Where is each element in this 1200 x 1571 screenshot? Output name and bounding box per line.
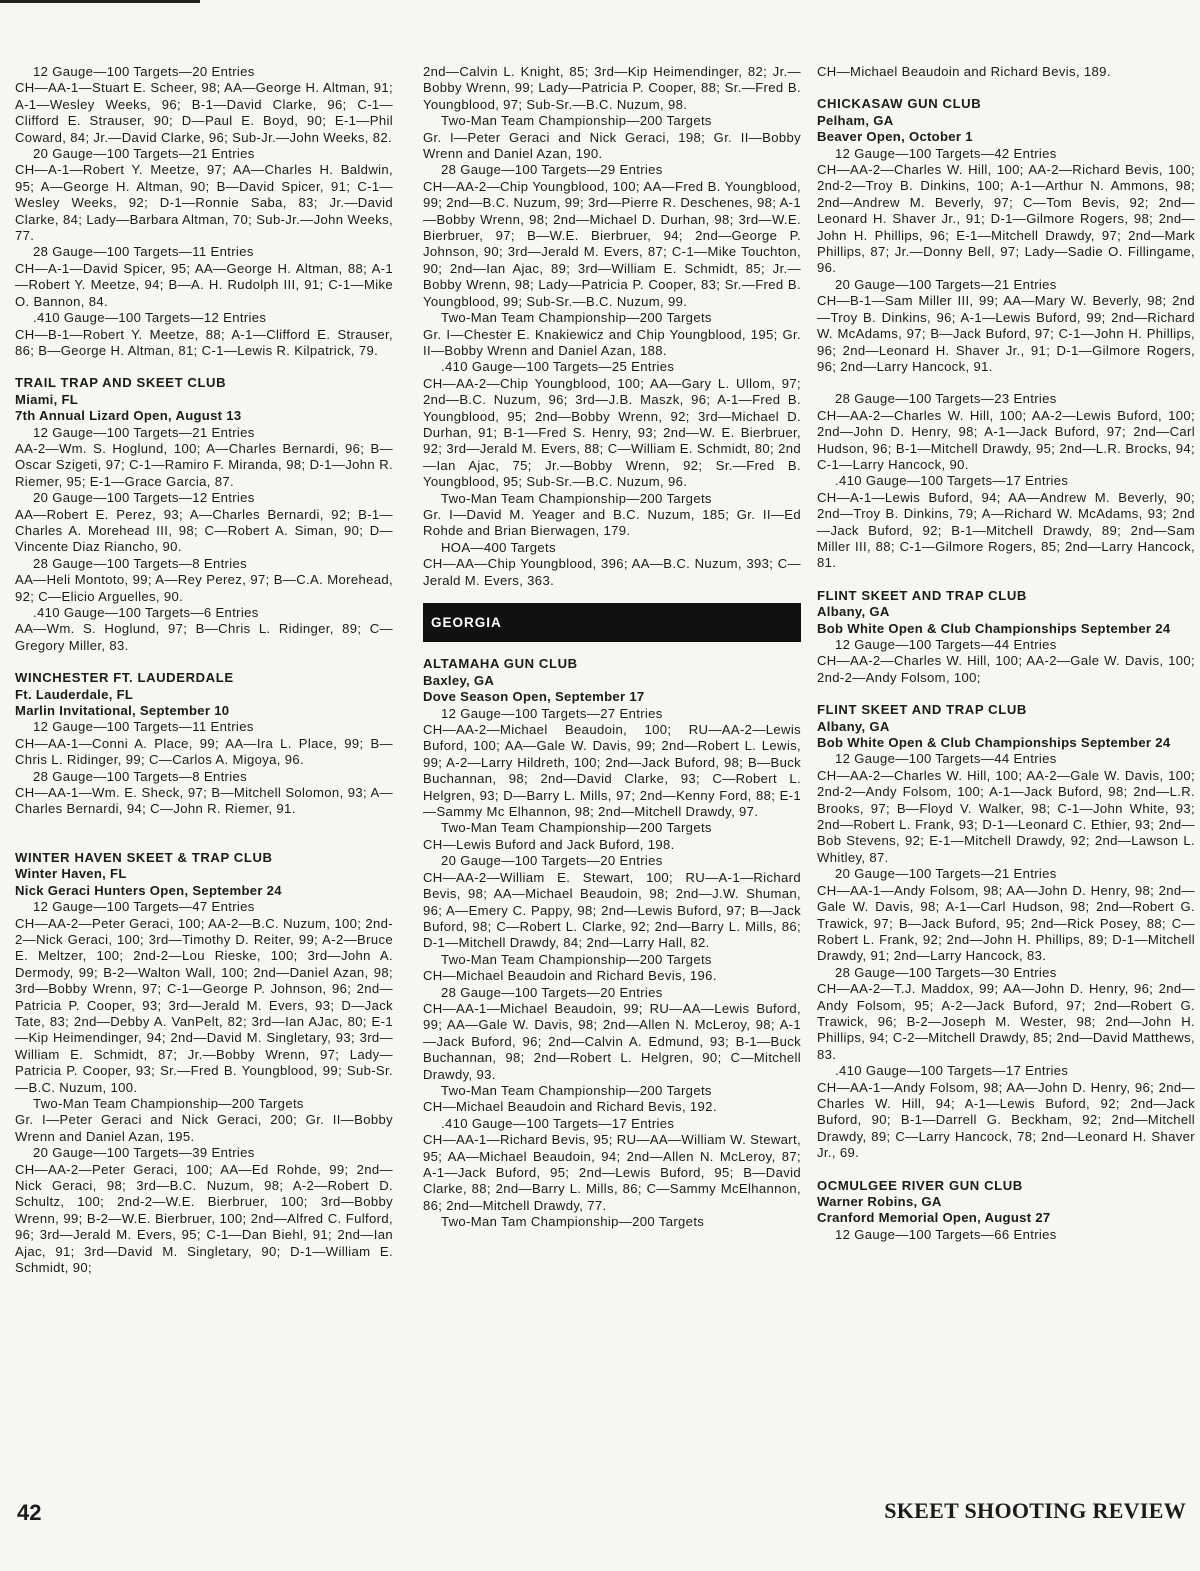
- spacer: [817, 1162, 1195, 1178]
- event-heading: Two-Man Tam Championship—200 Targets: [441, 1214, 705, 1230]
- results-paragraph: CH—AA-2—Chip Youngblood, 100; AA—Fred B. Youngblood, 99; 2nd—B.C. Nuzum, 99; 3rd—Pierre R. Deschenes, 98; A-1—Bobby Wrenn, 98; 2nd—Michael D. Durhan, 98; 3rd—W.E. Bierbruer, 97; B—W.E. Bierbruer, 94; 2nd—George P. Johnson, 90; 3rd—Jerald M. Evers, 87; C-1—Mike Touchton, 90; 2nd—Ian Ajac, 89; 3rd—William E. Schmidt, 85; Jr.—Bobby Wrenn, 98; Lady—Patricia P. Cooper, 83; Sr.—Fred B. Youngblood, 99; Sub-Sr.—B.C. Nuzum, 99.: [423, 178, 801, 309]
- club-location: Ft. Lauderdale, FL: [15, 686, 134, 702]
- event-heading: Two-Man Team Championship—200 Targets: [441, 113, 712, 129]
- event-heading: 28 Gauge—100 Targets—23 Entries: [835, 391, 1057, 407]
- results-paragraph: CH—AA-2—Charles W. Hill, 100; AA-2—Gale W. Davis, 100; 2nd-2—Andy Folsom, 100;: [817, 653, 1195, 685]
- event-heading: .410 Gauge—100 Targets—6 Entries: [33, 605, 259, 620]
- results-paragraph: Gr. I—Peter Geraci and Nick Geraci, 198; Gr. II—Bobby Wrenn and Daniel Azan, 190.: [423, 129, 801, 162]
- event-heading: 12 Gauge—100 Targets—47 Entries: [33, 899, 255, 915]
- spacer: [817, 375, 1195, 391]
- event-heading: 28 Gauge—100 Targets—20 Entries: [441, 984, 663, 1000]
- event-heading: 12 Gauge—100 Targets—20 Entries: [33, 64, 255, 79]
- event-heading: 12 Gauge—100 Targets—44 Entries: [835, 751, 1057, 767]
- column-right: [817, 64, 1195, 1243]
- results-paragraph: 2nd—Calvin L. Knight, 85; 3rd—Kip Heimendinger, 82; Jr.—Bobby Wrenn, 99; Lady—Patricia P. Cooper, 88; Sr.—Fred B. Youngblood, 97; Sub-Sr.—B.C. Nuzum, 98.: [423, 64, 801, 112]
- shoot-title: Nick Geraci Hunters Open, September 24: [15, 882, 282, 898]
- page-number: 42: [17, 1500, 42, 1525]
- results-paragraph: CH—B-1—Robert Y. Meetze, 88; A-1—Clifford E. Strauser, 86; B—George H. Altman, 81; C-1—Lewis R. Kilpatrick, 79.: [15, 326, 393, 358]
- results-paragraph: CH—AA-2—Peter Geraci, 100; AA-2—B.C. Nuzum, 100; 2nd-2—Nick Geraci, 100; 3rd—Timothy D. Reiter, 99; A-2—Bruce E. Meltzer, 100; 2nd-2—Lou Rieske, 100; 3rd—John A. Dermody, 99; B-2—Walton Wall, 100; 2nd—Daniel Azan, 98; 3rd—Bobby Wrenn, 97; C-1—George P. Johnson, 96; 2nd—Patricia P. Cooper, 93; 3rd—Jerald M. Evers, 93; D—Jack Tate, 83; 2nd—Debby A. VanPelt, 82; 3rd—Ian AJac, 80; E-1—Kip Heimendinger, 94; 2nd—David M. Singletary, 93; 3rd—William E. Schmidt, 87; Jr.—Bobby Wrenn, 97; Lady—Patricia P. Cooper, 93; Sr.—Fred B. Youngblood, 99; Sub-Sr.—B.C. Nuzum, 100.: [15, 915, 393, 1095]
- results-paragraph: Gr. I—Chester E. Knakiewicz and Chip Youngblood, 195; Gr. II—Bobby Wrenn and Daniel Azan, 188.: [423, 326, 801, 358]
- results-paragraph: CH—AA-2—Charles W. Hill, 100; AA-2—Gale W. Davis, 100; 2nd-2—Andy Folsom, 100; A-1—Jack Buford, 98; 2nd—L.R. Brooks, 97; B—Floyd V. Walker, 98; C-1—John White, 93; 2nd—Robert L. Frank, 93; D-1—Leonard C. Ethier, 93; 2nd—Bob Stevens, 92; E-1—Mitchell Drawdy, 92; 2nd—Lawson L. Whitley, 87.: [817, 767, 1195, 865]
- event-heading: 20 Gauge—100 Targets—21 Entries: [835, 866, 1057, 882]
- event-heading: 12 Gauge—100 Targets—11 Entries: [33, 719, 254, 735]
- club-location: Baxley, GA: [423, 672, 495, 688]
- event-heading: Two-Man Team Championship—200 Targets: [441, 820, 712, 836]
- event-heading: .410 Gauge—100 Targets—12 Entries: [33, 310, 267, 326]
- results-paragraph: CH—AA-2—Charles W. Hill, 100; AA-2—Richard Bevis, 100; 2nd-2—Troy B. Dinkins, 100; A-1—Arthur N. Ammons, 98; 2nd—Andrew M. Beverly, 97; C—Tom Bevis, 92; 2nd—Leonard H. Shaver Jr., 91; D-1—Gilmore Rogers, 98; 2nd—John H. Phillips, 96; E-1—Mitchell Drawdy, 97; 2nd—Mark Phillips, 87; Jr.—Donny Bell, 97; Lady—Sadie O. Fillingame, 96.: [817, 162, 1195, 276]
- spacer: [15, 818, 393, 834]
- event-heading: .410 Gauge—100 Targets—17 Entries: [441, 1115, 675, 1131]
- club-location: Albany, GA: [817, 718, 890, 734]
- top-rule: [0, 0, 200, 3]
- results-paragraph: CH—AA-1—Conni A. Place, 99; AA—Ira L. Place, 99; B—Chris L. Ridinger, 99; C—Carlos A. Migoya, 96.: [15, 735, 393, 768]
- results-paragraph: CH—AA-1—Michael Beaudoin, 99; RU—AA—Lewis Buford, 99; AA—Gale W. Davis, 98; 2nd—Allen N. McLeroy, 98; A-1—Jack Buford, 96; 2nd—Calvin A. Edmund, 93; B-1—Buck Buchannan, 98; 2nd—Robert L. Helgren, 90; C—Mitchell Drawdy, 93.: [423, 1000, 801, 1082]
- club-name: OCMULGEE RIVER GUN CLUB: [817, 1177, 1023, 1193]
- club-location: Albany, GA: [817, 604, 890, 620]
- results-paragraph: AA—Wm. S. Hoglund, 97; B—Chris L. Ridinger, 89; C—Gregory Miller, 83.: [15, 621, 393, 653]
- club-name: FLINT SKEET AND TRAP CLUB: [817, 587, 1027, 603]
- event-heading: 12 Gauge—100 Targets—66 Entries: [835, 1226, 1057, 1242]
- results-paragraph: AA—Robert E. Perez, 93; A—Charles Bernardi, 92; B-1—Charles A. Morehead III, 98; C—Robert A. Siman, 90; D—Vincente Diaz Riancho, 90.: [15, 506, 393, 555]
- event-heading: 12 Gauge—100 Targets—42 Entries: [835, 145, 1057, 161]
- event-heading: 20 Gauge—100 Targets—21 Entries: [835, 276, 1057, 292]
- state-banner: GEORGIA: [423, 603, 801, 642]
- event-heading: Two-Man Team Championship—200 Targets: [441, 310, 712, 326]
- results-paragraph: CH—AA-1—Richard Bevis, 95; RU—AA—William W. Stewart, 95; AA—Michael Beaudoin, 94; 2nd—Allen N. McLeroy, 87; A-1—Jack Buford, 95; 2nd—Lewis Buford, 95; B—David Clarke, 88; 2nd—Barry L. Mills, 86; C—Sammy McElhannon, 86; 2nd—Mitchell Drawdy, 77.: [423, 1132, 801, 1213]
- results-paragraph: CH—AA-1—Andy Folsom, 98; AA—John D. Henry, 96; 2nd—Charles W. Hill, 94; A-1—Lewis Buford, 92; 2nd—Jack Buford, 90; B-1—Darrell G. Beckham, 92; 2nd—Mitchell Drawdy, 89; C—Larry Hancock, 78; 2nd—Leonard H. Shaver Jr., 69.: [817, 1079, 1195, 1161]
- event-heading: 28 Gauge—100 Targets—8 Entries: [33, 768, 248, 784]
- club-location: Warner Robins, GA: [817, 1194, 942, 1209]
- results-paragraph: CH—AA-2—Michael Beaudoin, 100; RU—AA-2—Lewis Buford, 100; AA—Gale W. Davis, 99; 2nd—Robert L. Lewis, 99; A-2—Larry Hildreth, 100; 2nd—Jack Buford, 98; B—Buck Buchannan, 98; 2nd—David Clarke, 93; C—Robert L. Helgren, 93; D—Barry L. Mills, 97; 2nd—Kenny Ford, 88; E-1—Sammy Mc Elhannon, 98; 2nd—Mitchell Drawdy, 97.: [423, 722, 801, 820]
- shoot-title: Dove Season Open, September 17: [423, 689, 645, 705]
- event-heading: .410 Gauge—100 Targets—25 Entries: [441, 359, 675, 375]
- club-location: Pelham, GA: [817, 112, 894, 128]
- event-heading: 20 Gauge—100 Targets—12 Entries: [33, 490, 255, 506]
- shoot-title: Cranford Memorial Open, August 27: [817, 1210, 1051, 1226]
- column-left: [15, 64, 393, 1276]
- club-name: TRAIL TRAP AND SKEET CLUB: [15, 375, 227, 391]
- event-heading: 28 Gauge—100 Targets—11 Entries: [33, 244, 254, 260]
- club-name: ALTAMAHA GUN CLUB: [423, 656, 578, 672]
- publication-title: SKEET SHOOTING REVIEW: [884, 1498, 1186, 1523]
- results-paragraph: CH—Lewis Buford and Jack Buford, 198.: [423, 836, 675, 852]
- results-paragraph: CH—AA—Chip Youngblood, 396; AA—B.C. Nuzum, 393; C—Jerald M. Evers, 363.: [423, 556, 801, 588]
- shoot-title: 7th Annual Lizard Open, August 13: [15, 408, 242, 424]
- results-paragraph: AA-2—Wm. S. Hoglund, 100; A—Charles Bernardi, 96; B—Oscar Szigeti, 97; C-1—Ramiro F. Miranda, 98; D-1—John R. Riemer, 95; E-1—Grace Garcia, 87.: [15, 440, 393, 489]
- results-paragraph: CH—AA-2—Charles W. Hill, 100; AA-2—Lewis Buford, 100; 2nd—John D. Henry, 98; A-1—Jack Buford, 97; 2nd—Carl Hudson, 96; B-1—Mitchell Drawdy, 95; 2nd—L.R. Brocks, 94; C-1—Larry Hancock, 90.: [817, 407, 1195, 472]
- event-heading: Two-Man Team Championship—200 Targets: [441, 490, 712, 506]
- spacer: [817, 572, 1195, 588]
- shoot-title: Beaver Open, October 1: [817, 129, 973, 145]
- club-name: WINCHESTER FT. LAUDERDALE: [15, 670, 234, 686]
- event-heading: 12 Gauge—100 Targets—27 Entries: [441, 705, 663, 721]
- event-heading: Two-Man Team Championship—200 Targets: [33, 1095, 304, 1111]
- spacer: [817, 686, 1195, 702]
- results-paragraph: Gr. I—David M. Yeager and B.C. Nuzum, 185; Gr. II—Ed Rohde and Brian Bierwagen, 179.: [423, 506, 801, 539]
- event-heading: HOA—400 Targets: [441, 539, 556, 555]
- event-heading: .410 Gauge—100 Targets—17 Entries: [835, 1063, 1069, 1079]
- event-heading: 12 Gauge—100 Targets—21 Entries: [33, 424, 255, 440]
- results-paragraph: AA—Heli Montoto, 99; A—Rey Perez, 97; B—C.A. Morehead, 92; C—Elicio Arguelles, 90.: [15, 572, 393, 604]
- results-paragraph: CH—AA-2—William E. Stewart, 100; RU—A-1—Richard Bevis, 98; AA—Michael Beaudoin, 98; 2nd—J.W. Shuman, 96; A—Emery C. Pappy, 98; 2nd—Lewis Buford, 97; B—Jack Buford, 98; C—Robert L. Clarke, 92; 2nd—Barry L. Mills, 86; D-1—Mitchell Drawdy, 84; 2nd—Larry Hall, 82.: [423, 869, 801, 951]
- spacer: [817, 80, 1195, 96]
- event-heading: 20 Gauge—100 Targets—20 Entries: [441, 853, 663, 869]
- results-paragraph: CH—Michael Beaudoin and Richard Bevis, 192.: [423, 1099, 717, 1115]
- event-heading: 28 Gauge—100 Targets—8 Entries: [33, 555, 248, 571]
- club-location: Winter Haven, FL: [15, 866, 127, 882]
- club-name: FLINT SKEET AND TRAP CLUB: [817, 702, 1027, 718]
- club-name: CHICKASAW GUN CLUB: [817, 96, 982, 112]
- club-name: WINTER HAVEN SKEET & TRAP CLUB: [15, 849, 273, 865]
- column-middle: [423, 64, 801, 1231]
- event-heading: Two-Man Team Championship—200 Targets: [441, 951, 712, 967]
- event-heading: 12 Gauge—100 Targets—44 Entries: [835, 637, 1057, 652]
- results-paragraph: CH—Michael Beaudoin and Richard Bevis, 189.: [817, 64, 1111, 79]
- results-paragraph: CH—AA-1—Andy Folsom, 98; AA—John D. Henry, 98; 2nd—Gale W. Davis, 98; A-1—Carl Hudson, 98; 2nd—Robert G. Trawick, 97; B—Jack Buford, 95; 2nd—Rick Posey, 88; C—Robert L. Frank, 92; 2nd—John H. Phillips, 89; D-1—Mitchell Drawdy, 91; 2nd—Larry Hancock, 83.: [817, 882, 1195, 964]
- event-heading: Two-Man Team Championship—200 Targets: [441, 1082, 712, 1098]
- event-heading: 28 Gauge—100 Targets—29 Entries: [441, 162, 663, 178]
- event-heading: 20 Gauge—100 Targets—39 Entries: [33, 1145, 255, 1161]
- results-paragraph: Gr. I—Peter Geraci and Nick Geraci, 200; Gr. II—Bobby Wrenn and Daniel Azan, 195.: [15, 1112, 393, 1144]
- shoot-title: Bob White Open & Club Championships September 24: [817, 735, 1171, 751]
- event-heading: 20 Gauge—100 Targets—21 Entries: [33, 146, 255, 162]
- spacer: [15, 834, 393, 850]
- spacer: [15, 359, 393, 375]
- results-paragraph: CH—A-1—Robert Y. Meetze, 97; AA—Charles H. Baldwin, 95; A—George H. Altman, 90; B—David Spicer, 91; C-1—Wesley Weeks, 92; D-1—Ronnie Saba, 83; Jr.—David Clarke, 84; Lady—Barbara Altman, 70; Sub-Jr.—John Weeks, 77.: [15, 162, 393, 244]
- shoot-title: Marlin Invitational, September 10: [15, 703, 230, 719]
- results-paragraph: CH—AA-2—Peter Geraci, 100; AA—Ed Rohde, 99; 2nd—Nick Geraci, 98; 3rd—B.C. Nuzum, 98; A-2—Robert D. Schultz, 100; 2nd-2—W.E. Bierbruer, 100; 3rd—Bobby Wrenn, 99; B-2—W.E. Bierbruer, 100; 2nd—Alfred C. Fulford, 96; 3rd—Jerald M. Evers, 95; C-1—Dan Biehl, 91; 2nd—Ian Ajac, 91; 3rd—David M. Singletary, 90; D-1—William E. Schmidt, 90;: [15, 1161, 393, 1276]
- club-location: Miami, FL: [15, 391, 79, 407]
- results-paragraph: CH—A-1—Lewis Buford, 94; AA—Andrew M. Beverly, 90; 2nd—Troy B. Dinkins, 79; A—Richard W. McAdams, 93; 2nd—Jack Buford, 92; B-1—Mitchell Drawdy, 89; 2nd—Sam Miller III, 88; C-1—Gilmore Rogers, 85; 2nd—Larry Hancock, 81.: [817, 489, 1195, 571]
- results-paragraph: CH—AA-1—Wm. E. Sheck, 97; B—Mitchell Solomon, 93; A—Charles Bernardi, 94; C—John R. Riemer, 91.: [15, 785, 393, 817]
- event-heading: .410 Gauge—100 Targets—17 Entries: [835, 473, 1069, 489]
- shoot-title: Bob White Open & Club Championships September 24: [817, 620, 1171, 636]
- results-paragraph: CH—AA-1—Stuart E. Scheer, 98; AA—George H. Altman, 91; A-1—Wesley Weeks, 96; B-1—David Clarke, 96; C-1—Clifford E. Strauser, 90; D—Paul E. Boyd, 90; E-1—Phil Coward, 84; Jr.—David Clarke, 96; Sub-Jr.—John Weeks, 82.: [15, 80, 393, 145]
- results-paragraph: CH—AA-2—Chip Youngblood, 100; AA—Gary L. Ullom, 97; 2nd—B.C. Nuzum, 96; 3rd—J.B. Maszk, 96; A-1—Fred B. Youngblood, 95; 2nd—Bobby Wrenn, 92; 3rd—Michael D. Durhan, 91; B-1—Fred S. Henry, 93; 2nd—W. E. Bierbruer, 92; 3rd—Jerald M. Evers, 88; C—William E. Schmidt, 80; 2nd—Ian Ajac, 75; Jr.—Bobby Wrenn, 92; Sr.—Fred B. Youngblood, 95; Sub-Sr.—B.C. Nuzum, 96.: [423, 375, 801, 490]
- results-paragraph: CH—A-1—David Spicer, 95; AA—George H. Altman, 88; A-1—Robert Y. Meetze, 94; B—A. H. Rudolph III, 91; C-1—Mike O. Bannon, 84.: [15, 260, 393, 309]
- event-heading: 28 Gauge—100 Targets—30 Entries: [835, 964, 1057, 980]
- spacer: [15, 654, 393, 670]
- results-paragraph: CH—B-1—Sam Miller III, 99; AA—Mary W. Beverly, 98; 2nd—Troy B. Dinkins, 96; A-1—Lewis Buford, 99; 2nd—Richard W. McAdams, 97; B—Jack Buford, 97; C-1—John H. Phillips, 96; 2nd—Leonard H. Shaver Jr., 91; D-1—Gilmore Rogers, 96; 2nd—Larry Hancock, 91.: [817, 293, 1195, 374]
- results-paragraph: CH—Michael Beaudoin and Richard Bevis, 196.: [423, 968, 717, 984]
- results-paragraph: CH—AA-2—T.J. Maddox, 99; AA—John D. Henry, 96; 2nd—Andy Folsom, 95; A-2—Jack Buford, 97; 2nd—Robert G. Trawick, 96; B-2—Joseph M. Wester, 98; 2nd—John H. Phillips, 94; C-2—Mitchell Drawdy, 85; 2nd—David Matthews, 83.: [817, 981, 1195, 1062]
